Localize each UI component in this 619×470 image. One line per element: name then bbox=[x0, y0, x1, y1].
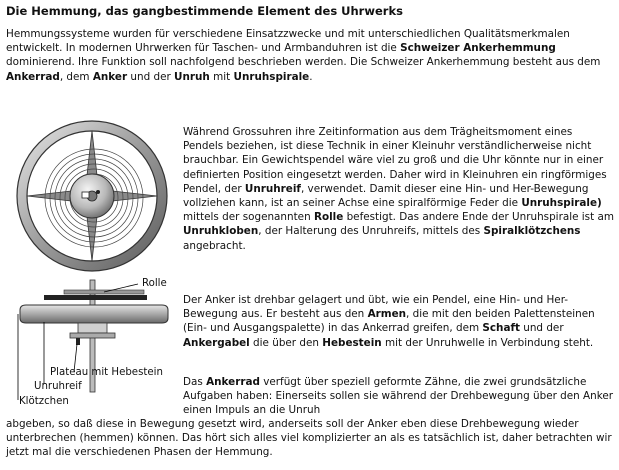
p2-text-5: mit der Unruhwelle in Verbindung steht. bbox=[381, 336, 594, 349]
p3-bold-ankerrad: Ankerrad bbox=[206, 376, 260, 388]
label-unruhreif: Unruhreif bbox=[34, 381, 82, 392]
p3-text-2: verfügt über speziell geformte Zähne, die zwei grundsätzliche Aufgaben haben: Einerseits sollen sie während der Drehbewegung über den Anker einen Impuls an die Unruh bbox=[183, 376, 614, 417]
intro-bold-unruhspirale: Unruhspirale bbox=[233, 70, 310, 83]
p2-bold-schaft: Schaft bbox=[482, 322, 520, 335]
p2-bold-armen: Armen bbox=[367, 308, 407, 321]
intro-text-1: Hemmungssysteme wurden für verschiedene Einsatzzwecke und mit unterschiedlichen Qualitätsmerkmalen entwickelt. In modernen Uhrwerken für Taschen- und Armbanduhren ist die bbox=[6, 28, 570, 55]
balance-wheel-top-view bbox=[17, 121, 167, 271]
paragraph-ankerrad-bottom: abgeben, so daß diese in Bewegung gesetzt wird, anderseits soll der Anker eben diese Drehbewegung wieder unterbrechen (hemmen) können. Das hört sich alles viel komplizierter an als es tatsächlich ist, daher betrachten wir jetzt mal die verschiedenen Phasen der Hemmung. bbox=[6, 418, 612, 459]
p1-bold-unruhspirale: Unruhspirale) bbox=[521, 197, 602, 210]
p2-text-1: Der Anker ist drehbar gelagert und übt, wie ein Pendel, eine Hin- und Her-Bewegung aus. Er besteht aus den bbox=[183, 294, 569, 321]
intro-paragraph bbox=[6, 27, 616, 84]
label-plateau-mit-hebestein: Plateau mit Hebestein bbox=[50, 367, 163, 378]
intro-text-2: dominierend. Ihre Funktion soll nachfolgend beschrieben werden. Die Schweizer Ankerhemmung besteht aus dem bbox=[6, 56, 601, 69]
p1-text-5: , der Halterung des Unruhreifs, mittels des bbox=[258, 225, 484, 238]
intro-text-6: . bbox=[309, 70, 313, 83]
p2-text-3: und der bbox=[519, 322, 564, 335]
intro-bold-ankerrad: Ankerrad bbox=[6, 70, 60, 83]
p1-bold-spiralkloetzchens: Spiralklötzchens bbox=[483, 225, 581, 238]
intro-text-5: mit bbox=[209, 70, 234, 83]
p2-text-2: , die mit den beiden Palettensteinen (Ein- und Ausgangspalette) in das Ankerrad greifen, dem bbox=[183, 308, 595, 335]
intro-text-4: und der bbox=[127, 70, 175, 83]
p1-text-1: Während Grossuhren ihre Zeitinformation aus dem Trägheitsmoment eines Pendels beziehen, ist diese Technik in einer Kleinuhr verständlicherweise nicht brauchbar. Ein Gewichtspendel wäre viel zu groß und die Uhr könnte nur in einer definierten Position eingesetzt werden. Daher wird in Kleinuhren ein ringförmiges Pendel, der bbox=[183, 126, 607, 195]
intro-bold-unruh: Unruh bbox=[174, 70, 210, 83]
paragraph-anker bbox=[183, 293, 615, 350]
paragraph-unruh bbox=[183, 125, 615, 253]
intro-bold-anker: Anker bbox=[92, 70, 128, 83]
p2-text-4: die über den bbox=[249, 336, 323, 349]
p1-bold-unruhkloben: Unruhkloben bbox=[183, 225, 259, 238]
p1-text-3: mittels der sogenannten bbox=[183, 211, 314, 224]
intro-bold-schweizer-ankerhemmung: Schweizer Ankerhemmung bbox=[400, 42, 556, 55]
label-rolle: Rolle bbox=[142, 278, 167, 289]
label-kloetzchen: Klötzchen bbox=[19, 396, 69, 407]
balance-wheel-figure bbox=[4, 112, 184, 417]
p1-text-4: befestigt. Das andere Ende der Unruhspirale ist am bbox=[343, 211, 614, 224]
page-title: Die Hemmung, das gangbestimmende Element des Uhrwerks bbox=[6, 4, 403, 18]
p2-bold-hebestein: Hebestein bbox=[322, 336, 382, 349]
p2-bold-ankergabel: Ankergabel bbox=[183, 336, 250, 349]
paragraph-ankerrad-top bbox=[183, 375, 615, 418]
intro-text-3: , dem bbox=[59, 70, 93, 83]
p1-text-6: angebracht. bbox=[183, 239, 246, 252]
p1-bold-unruhreif: Unruhreif bbox=[244, 182, 301, 195]
p3-text-1: Das bbox=[183, 376, 207, 388]
p1-bold-rolle: Rolle bbox=[313, 211, 344, 224]
p1-text-2: , verwendet. Damit dieser eine Hin- und Her-Bewegung vollziehen kann, ist an seiner Achse eine spiralförmige Feder die bbox=[183, 182, 589, 210]
